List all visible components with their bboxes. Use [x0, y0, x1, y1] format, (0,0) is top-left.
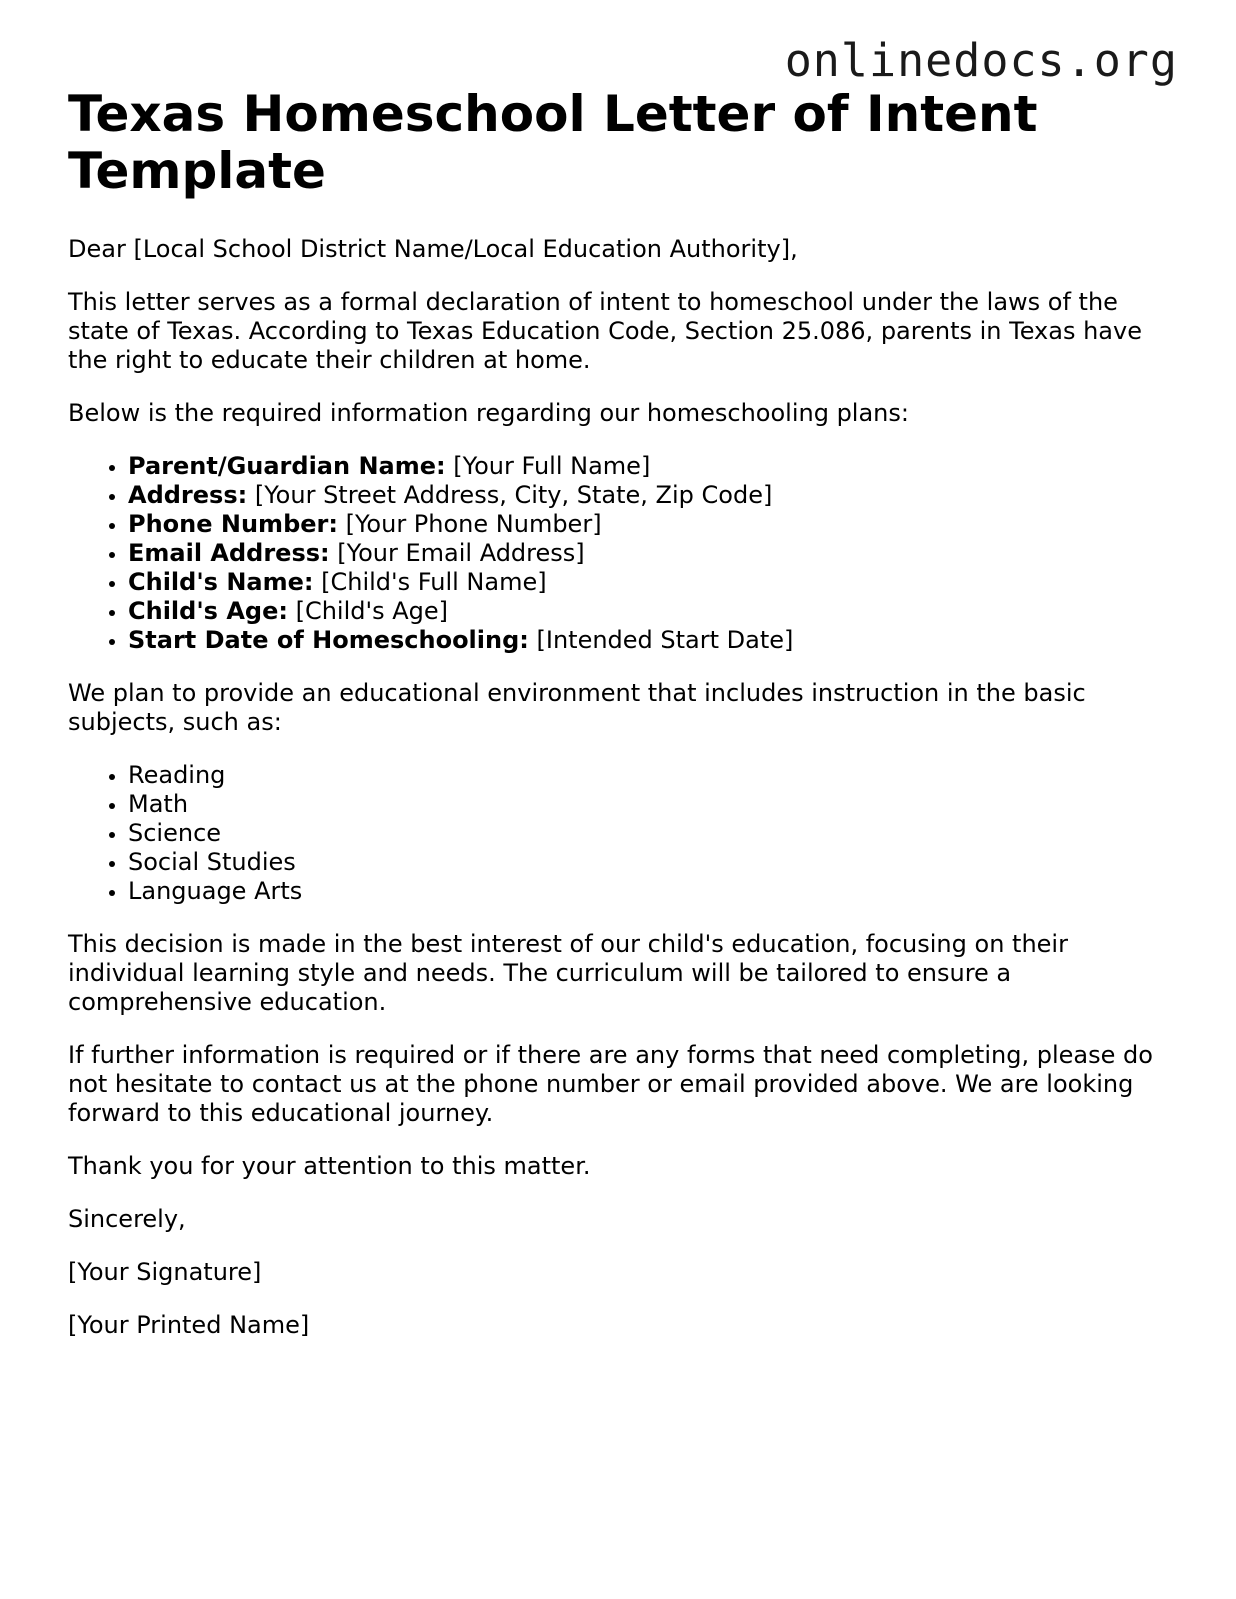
subject-item: • Reading — [128, 761, 1178, 790]
info-value: [Child's Full Name] — [313, 568, 547, 596]
info-label: Parent/Guardian Name: — [128, 452, 446, 480]
info-item-start-date — [128, 626, 1178, 655]
info-lead: Below is the required information regarding our homeschooling plans: — [68, 399, 909, 427]
salutation: Dear [Local School District Name/Local Education Authority], — [68, 235, 798, 263]
info-item-child-name — [128, 568, 1178, 597]
info-item-address — [128, 481, 1178, 510]
info-value: [Child's Age] — [287, 597, 448, 625]
info-label: Phone Number: — [128, 510, 338, 538]
info-label: Child's Age: — [128, 597, 288, 625]
required-info-list — [68, 452, 1178, 655]
closing-line: Sincerely, — [68, 1205, 186, 1233]
signature-line: [Your Signature] — [68, 1258, 262, 1286]
info-label: Start Date of Homeschooling: — [128, 626, 529, 654]
info-value: [Your Phone Number] — [337, 510, 602, 538]
info-label: Email Address: — [128, 539, 330, 567]
watermark: onlinedocs.org — [784, 34, 1178, 87]
document-title: Texas Homeschool Letter of Intent Template — [68, 85, 1038, 200]
further-info-paragraph: If further information is required or if there are any forms that need completing, please do not hesitate to contact us at the phone number or email provided above. We are looking forward to this educational journey. — [68, 1041, 1153, 1127]
thanks-line: Thank you for your attention to this matter. — [68, 1152, 591, 1180]
subject-item: • Science — [128, 819, 1178, 848]
intro-paragraph: This letter serves as a formal declaration of intent to homeschool under the laws of the state of Texas. According to Texas Education Code, Section 25.086, parents in Texas have the right to educate their children at home. — [68, 288, 1142, 374]
subject-item: • Language Arts — [128, 877, 1178, 906]
printed-name-line: [Your Printed Name] — [68, 1311, 310, 1339]
info-value: [Your Email Address] — [329, 539, 585, 567]
info-item-phone — [128, 510, 1178, 539]
info-value: [Your Street Address, City, State, Zip Code] — [247, 481, 773, 509]
subjects-lead: We plan to provide an educational environment that includes instruction in the basic subjects, such as: — [68, 679, 1086, 736]
decision-paragraph: This decision is made in the best interest of our child's education, focusing on their individual learning style and needs. The curriculum will be tailored to ensure a comprehensive education. — [68, 930, 1068, 1016]
info-label: Address: — [128, 481, 248, 509]
info-item-child-age — [128, 597, 1178, 626]
subject-item: • Math — [128, 790, 1178, 819]
info-value: [Intended Start Date] — [528, 626, 794, 654]
info-label: Child's Name: — [128, 568, 314, 596]
subject-item: • Social Studies — [128, 848, 1178, 877]
subjects-list — [68, 761, 1178, 906]
info-item-email — [128, 539, 1178, 568]
info-value: [Your Full Name] — [445, 452, 651, 480]
info-item-parent-name — [128, 452, 1178, 481]
letter-document — [68, 86, 1178, 1364]
